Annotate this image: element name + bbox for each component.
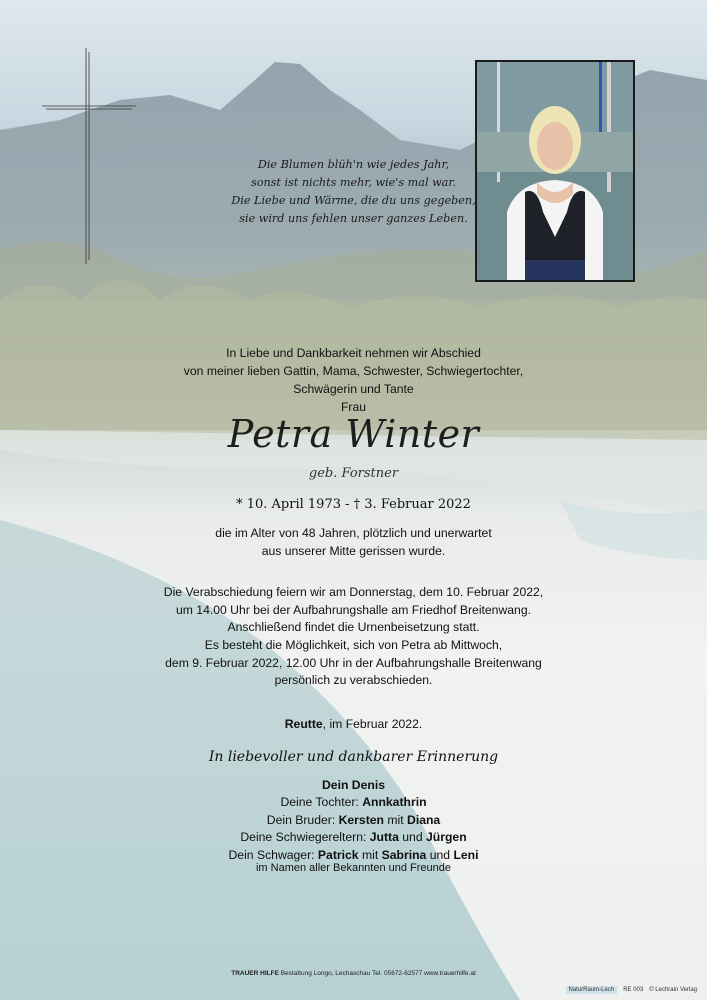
- text-line: die im Alter von 48 Jahren, plötzlich und unerwartet: [215, 526, 492, 540]
- text-line: um 14.00 Uhr bei der Aufbahrungshalle am Friedhof Breitenwang.: [175, 602, 531, 617]
- family-name: Jutta: [369, 830, 399, 845]
- intro-line: In Liebe und Dankbarkeit nehmen wir Abschied: [226, 346, 481, 360]
- family-denis: Dein Denis: [322, 778, 385, 792]
- text-line: persönlich zu verabschieden.: [274, 673, 433, 687]
- reference-code: RE 003: [623, 987, 644, 993]
- place-date-text: , im Februar 2022.: [322, 717, 423, 731]
- family-label: Deine Schwiegereltern:: [240, 830, 370, 845]
- family-conj: und: [426, 847, 454, 862]
- family-name: Sabrina: [381, 847, 427, 862]
- farewell-intro: [0, 344, 707, 416]
- family-line: [0, 812, 707, 829]
- family-list: [0, 777, 707, 864]
- text-line: dem 9. Februar 2022, 12.00 Uhr in der Aufbahrungshalle Breitenwang: [165, 655, 542, 670]
- footer-contact: Bestattung Longo, Lechaschau Tel. 05672-62577 www.trauerhilfe.at: [278, 970, 476, 977]
- text-line: aus unserer Mitte gerissen wurde.: [261, 543, 446, 558]
- ceremony-text: [0, 584, 707, 637]
- on-behalf-text: im Namen aller Bekannten und Freunde: [255, 862, 452, 874]
- family-name: Leni: [453, 847, 479, 862]
- family-label: Dein Bruder:: [266, 812, 339, 827]
- footer-undertaker: [0, 970, 707, 977]
- corner-credits: [560, 986, 698, 994]
- text-line: Die Verabschiedung feiern wir am Donnerstag, dem 10. Februar 2022,: [163, 585, 544, 599]
- text-line: Anschließend findet die Urnenbeisetzung statt.: [227, 620, 480, 634]
- verse-line: Die Blumen blüh'n wie jedes Jahr,: [257, 158, 450, 171]
- family-conj: und: [398, 830, 426, 845]
- family-label: Dein Schwager:: [228, 847, 318, 862]
- family-name: Kersten: [338, 812, 384, 827]
- footer-brand: TRAUER HILFE: [231, 970, 279, 977]
- family-label: Deine Tochter:: [280, 795, 363, 810]
- family-line: [0, 829, 707, 846]
- verse-line: sonst ist nichts mehr, wie's mal war.: [250, 176, 457, 189]
- viewing-text: [0, 637, 707, 690]
- family-conj: mit: [383, 812, 408, 827]
- family-name: Jürgen: [426, 830, 467, 845]
- intro-line: Frau: [340, 400, 367, 414]
- nature-badge: NaturRaum-Lech: [566, 986, 618, 994]
- age-text: [0, 525, 707, 560]
- intro-line: Schwägerin und Tante: [293, 382, 414, 396]
- memory-heading: In liebevoller und dankbarer Erinnerung: [208, 749, 499, 765]
- verse-line: Die Liebe und Wärme, die du uns gegeben,: [231, 194, 476, 207]
- family-name: Annkathrin: [362, 795, 427, 810]
- verse-line: sie wird uns fehlen unser ganzes Leben.: [239, 212, 468, 225]
- place-town: Reutte: [284, 717, 323, 731]
- family-name: Diana: [407, 812, 441, 827]
- family-line: [0, 777, 707, 794]
- life-dates: * 10. April 1973 - † 3. Februar 2022: [236, 497, 471, 512]
- memorial-verse: [0, 156, 707, 228]
- birth-name: geb. Forstner: [308, 466, 399, 481]
- place-date: [0, 717, 707, 731]
- family-name: Patrick: [317, 847, 359, 862]
- copyright: © Lechrain Verlag: [649, 987, 697, 993]
- family-conj: mit: [358, 847, 382, 862]
- deceased-name: Petra Winter: [227, 412, 480, 456]
- family-line: [0, 794, 707, 811]
- intro-line: von meiner lieben Gattin, Mama, Schwester, Schwiegertochter,: [183, 364, 524, 378]
- text-line: Es besteht die Möglichkeit, sich von Petra ab Mittwoch,: [204, 638, 503, 652]
